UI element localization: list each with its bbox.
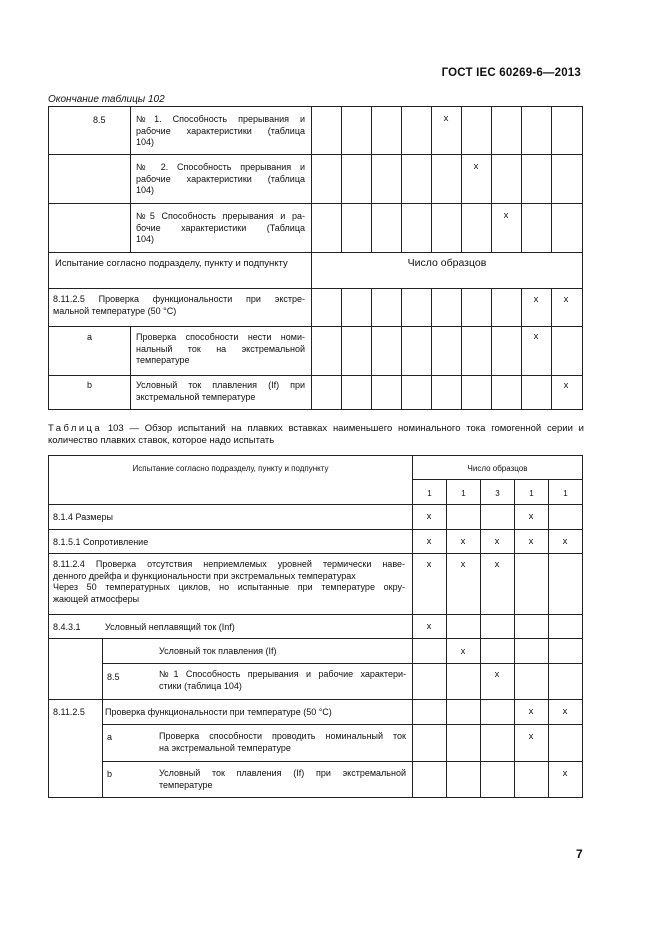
- table-row-text: Проверка способности проводить номинальный ток на экстремальной температуре: [159, 731, 406, 753]
- mark-x: x: [426, 511, 432, 522]
- mark-x: x: [503, 210, 509, 221]
- header-test-clause: Испытание согласно подразделу, пункту и подпункту: [132, 464, 329, 473]
- mark-x: x: [563, 380, 569, 391]
- page-number: 7: [576, 847, 583, 861]
- table-row-text: Проверка способности нести номи- нальный ток на экстремальной температуре: [136, 332, 305, 365]
- mark-x: x: [562, 768, 568, 779]
- table-row-code: 8.5: [107, 672, 120, 682]
- table-103-caption: Таблица 103 — Обзор испытаний на плавких вставках наименьшего номинального тока гомогенной серии и количество плавких ставок, которое надо испытать: [48, 423, 584, 446]
- table-102-caption: Окончание таблицы 102: [48, 94, 165, 105]
- table-103: [48, 455, 583, 798]
- mark-x: x: [443, 113, 449, 124]
- mark-x: x: [460, 536, 466, 547]
- mark-x: x: [528, 511, 534, 522]
- header-sample-count: Число образцов: [467, 464, 528, 473]
- table-row-code: b: [86, 380, 92, 390]
- sample-count: 1: [563, 489, 568, 498]
- table-row-text: 8.11.2.4 Проверка отсутствия неприемлемых уровней термически наве- денного дрейфа и функциональности при экстремальных температурах Через 50 температурных циклов, но испытанные при температуре окру- жающей атмосферы: [53, 559, 405, 604]
- table-row-text: 8.11.2.5 Проверка функциональности при экстре- мальной температуре (50 °С): [53, 294, 305, 316]
- table-row-text: №5 Способность прерывания и ра- бочие характеристики (Таблица 104): [136, 211, 305, 244]
- table-row-text: 8.1.4 Размеры: [53, 512, 113, 522]
- table-row-text: 8.1.5.1 Сопротивление: [53, 537, 149, 547]
- table-row-code: b: [107, 769, 113, 779]
- mark-x: x: [562, 536, 568, 547]
- mark-x: x: [533, 331, 539, 342]
- mark-x: x: [528, 731, 534, 742]
- table-row-code: 8.5: [93, 115, 106, 125]
- subheader-sample-count: Число образцов: [407, 257, 487, 269]
- mark-x: x: [473, 161, 479, 172]
- mark-x: x: [494, 536, 500, 547]
- sample-count: 3: [495, 489, 500, 498]
- sample-count: 1: [427, 489, 432, 498]
- table-row-text: Условный ток плавления (If): [159, 646, 277, 656]
- mark-x: x: [426, 621, 432, 632]
- table-row-text: Условный ток плавления (If) при экстремальной температуре: [159, 768, 406, 790]
- table-102: [48, 106, 583, 410]
- mark-x: x: [533, 294, 539, 305]
- subheader-test-clause: Испытание согласно подразделу, пункту и подпункту: [55, 258, 288, 269]
- standard-header: ГОСТ IEC 60269-6—2013: [441, 67, 581, 79]
- table-row-text: Условный неплавящий ток (Inf): [105, 622, 235, 632]
- mark-x: x: [426, 559, 432, 570]
- mark-x: x: [460, 646, 466, 657]
- mark-x: x: [563, 294, 569, 305]
- mark-x: x: [562, 706, 568, 717]
- table-row-code: 8.4.3.1: [53, 622, 81, 632]
- table-row-text: № 2. Способность прерывания и рабочие характеристики (таблица 104): [136, 162, 305, 195]
- mark-x: x: [494, 669, 500, 680]
- sample-count: 1: [461, 489, 466, 498]
- sample-count: 1: [529, 489, 534, 498]
- table-row-text: Условный ток плавления (If) при экстремальной температуре: [136, 380, 305, 402]
- table-row-text: №1 Способность прерывания и рабочие характери- стики (таблица 104): [159, 669, 406, 691]
- mark-x: x: [494, 559, 500, 570]
- table-row-code: a: [107, 732, 113, 742]
- mark-x: x: [528, 706, 534, 717]
- table-row-text: Проверка функциональности при температуре (50 °С): [105, 707, 332, 717]
- mark-x: x: [460, 559, 466, 570]
- mark-x: x: [426, 536, 432, 547]
- table-row-text: №1. Способность прерывания и рабочие характеристики (таблица 104): [136, 114, 305, 147]
- mark-x: x: [528, 536, 534, 547]
- table-row-code: 8.11.2.5: [53, 707, 85, 717]
- table-row-code: a: [86, 332, 92, 342]
